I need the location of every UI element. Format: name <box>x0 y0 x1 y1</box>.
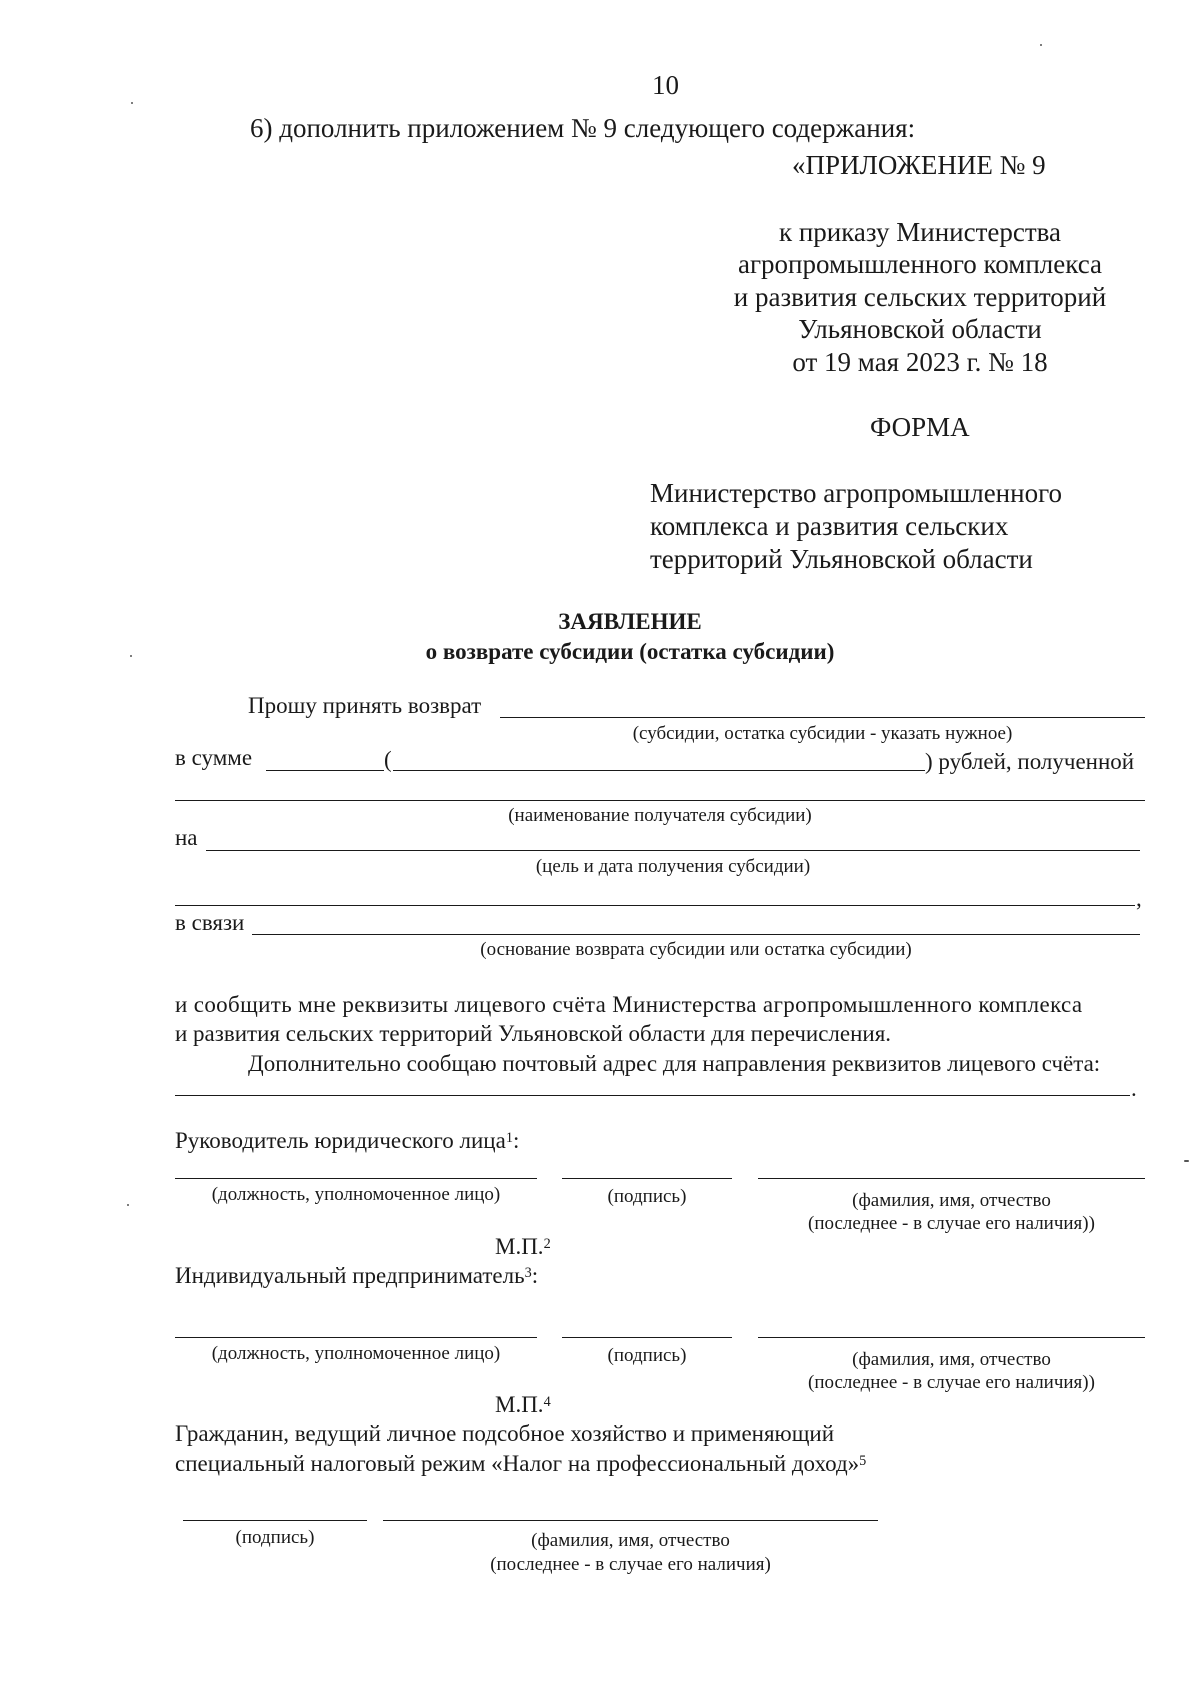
page-number: 10 <box>652 70 679 100</box>
form-label: ФОРМА <box>870 412 970 442</box>
citizen-label-line: специальный налоговый режим «Налог на профессиональный доход»$^5$ <box>175 1451 867 1476</box>
appendix-line: агропромышленного комплекса <box>738 249 1102 279</box>
stamp-place-label: М.П.$^2$ <box>495 1234 551 1259</box>
fio-hint: (последнее - в случае его наличия) <box>490 1554 771 1575</box>
return-label: Прошу принять возврат <box>248 693 482 718</box>
recipient-hint: (наименование получателя субсидии) <box>508 805 812 826</box>
entrepreneur-position-line[interactable] <box>175 1337 537 1338</box>
citizen-signature-line[interactable] <box>183 1520 367 1521</box>
scan-speck <box>127 1204 129 1206</box>
period: . <box>1131 1076 1137 1101</box>
sum-open-paren: ( <box>384 747 392 772</box>
stamp-place-label: М.П.$^4$ <box>495 1392 551 1417</box>
sum-close-text: ) рублей, полученной <box>925 749 1135 774</box>
legal-signature-line[interactable] <box>562 1178 732 1179</box>
legal-fio-line[interactable] <box>758 1178 1145 1179</box>
entrepreneur-label: Индивидуальный предприниматель$^3$: <box>175 1263 539 1288</box>
citizen-fio-line[interactable] <box>383 1520 878 1521</box>
position-hint: (должность, уполномоченное лицо) <box>211 1343 501 1364</box>
legal-head-label: Руководитель юридического лица$^1$: <box>175 1128 520 1153</box>
intro-text: 6) дополнить приложением № 9 следующего содержания: <box>250 113 916 143</box>
legal-position-line[interactable] <box>175 1178 537 1179</box>
body-paragraph-line: и развития сельских территорий Ульяновской области для перечисления. <box>175 1021 892 1046</box>
appendix-date: от 19 мая 2023 г. № 18 <box>792 347 1048 377</box>
reason-label: в связи <box>175 910 245 935</box>
addressee-line: территорий Ульяновской области <box>650 544 1033 574</box>
on-label: на <box>175 825 198 850</box>
entrepreneur-signature-line[interactable] <box>562 1337 732 1338</box>
sum-digits-line[interactable] <box>266 770 384 771</box>
purpose-hint: (цель и дата получения субсидии) <box>535 856 811 877</box>
scan-speck <box>1040 44 1042 46</box>
addressee-line: комплекса и развития сельских <box>650 511 1009 541</box>
position-hint: (должность, уполномоченное лицо) <box>211 1184 501 1205</box>
entrepreneur-fio-line[interactable] <box>758 1337 1145 1338</box>
appendix-line: и развития сельских территорий <box>733 282 1107 312</box>
signature-hint: (подпись) <box>607 1345 687 1366</box>
purpose-continuation-line[interactable] <box>175 905 1135 906</box>
signature-hint: (подпись) <box>235 1527 315 1548</box>
return-input-line[interactable] <box>500 717 1145 718</box>
addressee-line: Министерство агропромышленного <box>650 478 1062 508</box>
fio-hint: (фамилия, имя, отчество <box>852 1190 1051 1211</box>
sum-words-line[interactable] <box>393 770 925 771</box>
comma: , <box>1136 886 1142 911</box>
document-subtitle: о возврате субсидии (остатка субсидии) <box>425 639 835 664</box>
fio-hint: (фамилия, имя, отчество <box>852 1349 1051 1370</box>
reason-input-line[interactable] <box>252 934 1140 935</box>
scan-speck <box>130 655 132 657</box>
return-hint: (субсидии, остатка субсидии - указать нужное) <box>632 723 1013 744</box>
reason-hint: (основание возврата субсидии или остатка субсидии) <box>480 939 912 960</box>
fio-hint: (последнее - в случае его наличия)) <box>808 1372 1095 1393</box>
appendix-line: Ульяновской области <box>798 314 1042 344</box>
citizen-label-line: Гражданин, ведущий личное подсобное хозяйство и применяющий <box>175 1421 835 1446</box>
body-paragraph-line: и сообщить мне реквизиты лицевого счёта Министерства агропромышленного комплекса <box>175 992 1083 1017</box>
purpose-input-line[interactable] <box>206 850 1140 851</box>
sum-label: в сумме <box>175 745 253 770</box>
signature-hint: (подпись) <box>607 1186 687 1207</box>
appendix-title: «ПРИЛОЖЕНИЕ № 9 <box>792 150 1046 180</box>
scan-speck <box>1184 1160 1189 1162</box>
appendix-line: к приказу Министерства <box>778 217 1062 247</box>
recipient-input-line[interactable] <box>175 800 1145 801</box>
postal-address-prompt: Дополнительно сообщаю почтовый адрес для направления реквизитов лицевого счёта: <box>248 1051 1101 1076</box>
postal-address-line[interactable] <box>175 1095 1130 1096</box>
document-title: ЗАЯВЛЕНИЕ <box>558 609 702 634</box>
fio-hint: (последнее - в случае его наличия)) <box>808 1213 1095 1234</box>
fio-hint: (фамилия, имя, отчество <box>531 1530 730 1551</box>
scan-speck <box>131 102 133 104</box>
